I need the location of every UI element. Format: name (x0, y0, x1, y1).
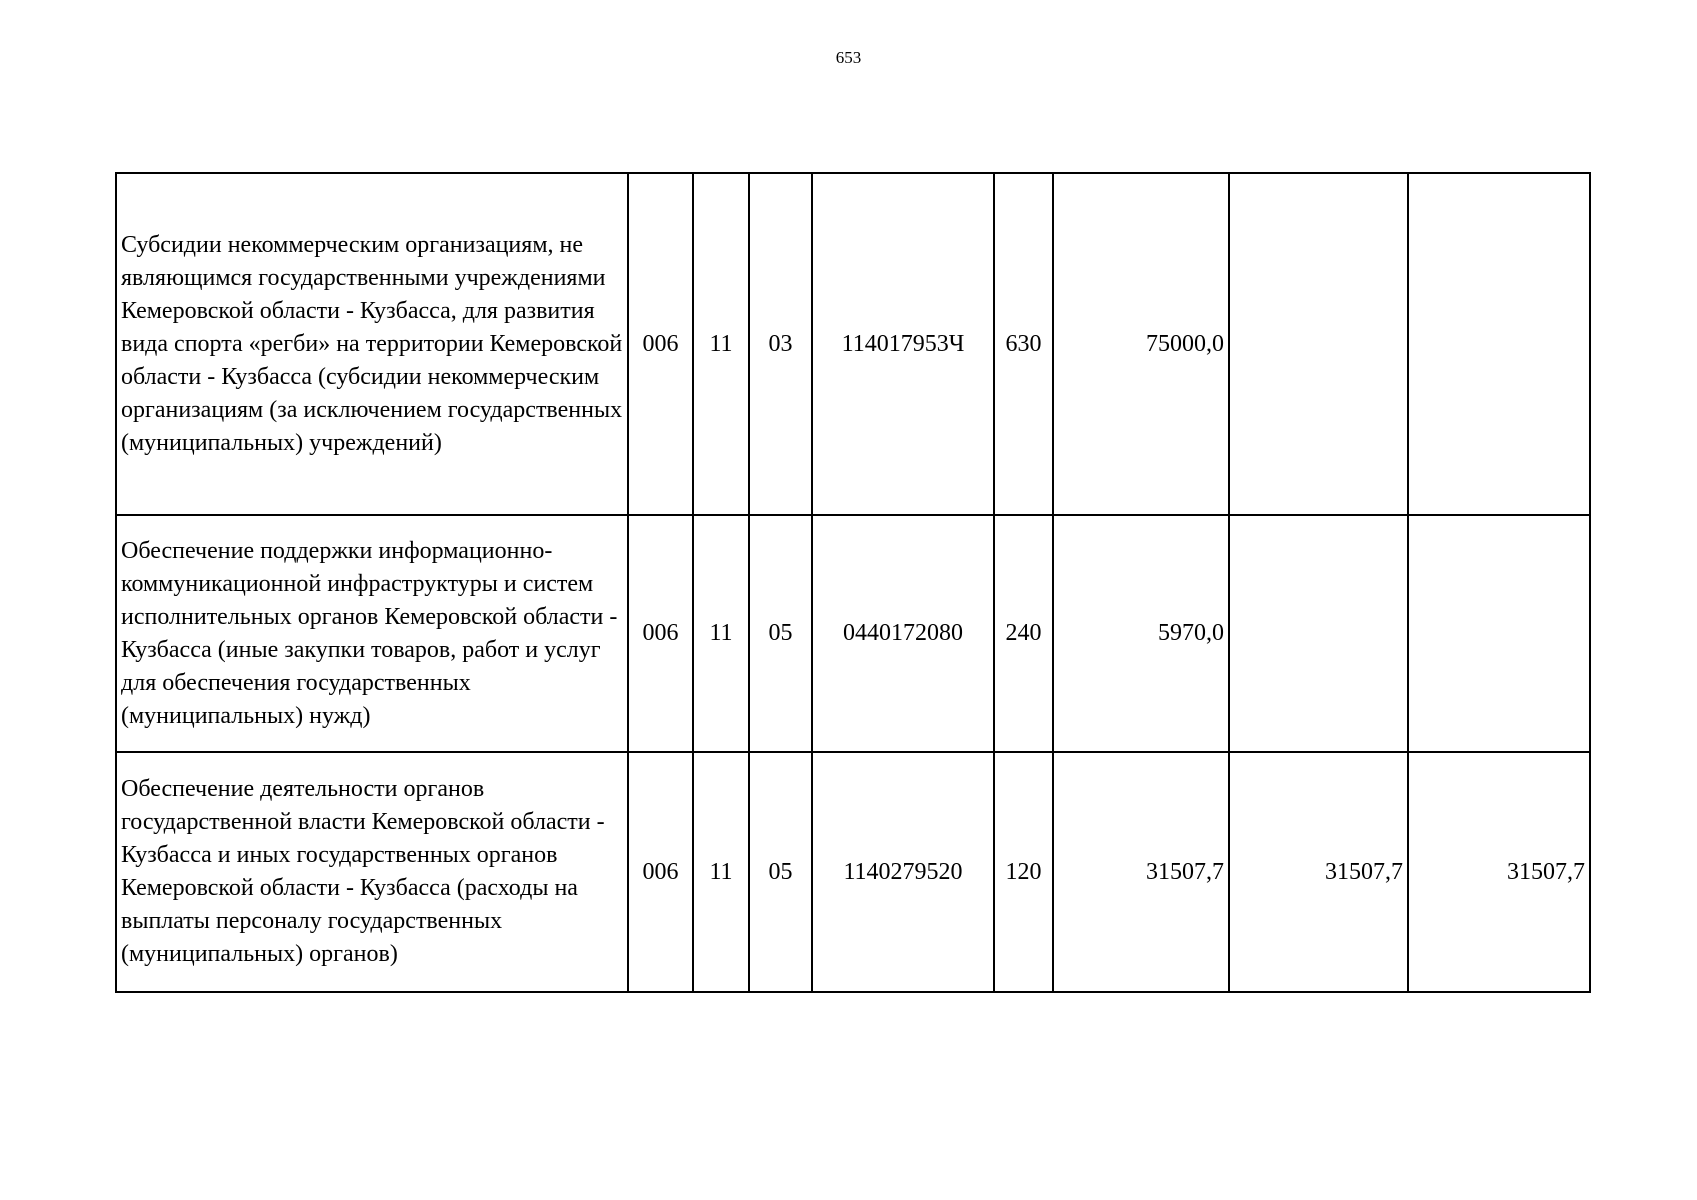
subsection-code-cell: 05 (749, 515, 812, 752)
table-row (116, 752, 1590, 992)
section-code-cell: 11 (693, 752, 749, 992)
table-row (116, 515, 1590, 752)
expense-type-cell: 120 (994, 752, 1053, 992)
section-code-cell: 11 (693, 173, 749, 515)
target-article-cell: 1140279520 (812, 752, 994, 992)
sum-cell: 31507,7 (1408, 752, 1590, 992)
sum-cell (1408, 515, 1590, 752)
sum-cell (1229, 515, 1408, 752)
table-row (116, 173, 1590, 515)
budget-table (115, 172, 1591, 993)
subsection-code-cell: 05 (749, 752, 812, 992)
sum-cell: 31507,7 (1229, 752, 1408, 992)
ministry-code-cell: 006 (628, 173, 693, 515)
sum-cell: 31507,7 (1053, 752, 1229, 992)
description-cell: Обеспечение деятельности органов государственной власти Кемеровской области - Кузбасса и иных государственных органов Кемеровской области - Кузбасса (расходы на выплаты персоналу государственных (муниципальных) органов) (116, 752, 628, 992)
description-cell: Обеспечение поддержки информационно-коммуникационной инфраструктуры и систем исполнительных органов Кемеровской области - Кузбасса (иные закупки товаров, работ и услуг для обеспечения государственных (муниципальных) нужд) (116, 515, 628, 752)
sum-cell: 5970,0 (1053, 515, 1229, 752)
section-code-cell: 11 (693, 515, 749, 752)
ministry-code-cell: 006 (628, 515, 693, 752)
sum-cell (1408, 173, 1590, 515)
expense-type-cell: 630 (994, 173, 1053, 515)
target-article-cell: 0440172080 (812, 515, 994, 752)
expense-type-cell: 240 (994, 515, 1053, 752)
description-cell: Субсидии некоммерческим организациям, не являющимся государственными учреждениями Кемеровской области - Кузбасса, для развития вида спорта «регби» на территории Кемеровской области - Кузбасса (субсидии некоммерческим организациям (за исключением государственных (муниципальных) учреждений) (116, 173, 628, 515)
subsection-code-cell: 03 (749, 173, 812, 515)
target-article-cell: 114017953Ч (812, 173, 994, 515)
sum-cell: 75000,0 (1053, 173, 1229, 515)
sum-cell (1229, 173, 1408, 515)
page-number: 653 (835, 48, 862, 67)
ministry-code-cell: 006 (628, 752, 693, 992)
